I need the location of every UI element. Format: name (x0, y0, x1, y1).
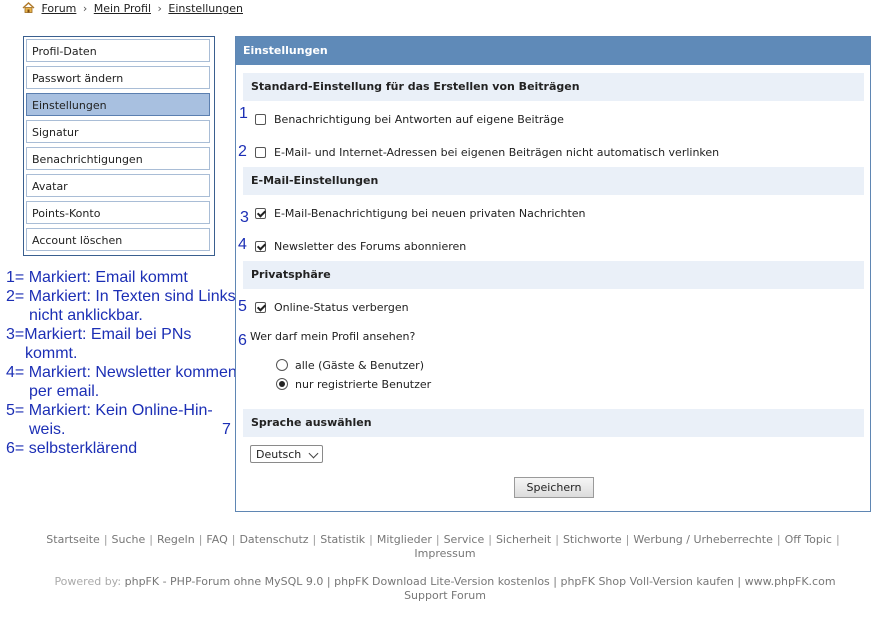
sidebar-item-signatur[interactable]: Signatur (26, 120, 210, 143)
annotation-number: 2 (238, 143, 247, 160)
radio-option-registered[interactable] (276, 378, 431, 392)
breadcrumb-einstellungen[interactable]: Einstellungen (168, 2, 243, 15)
footer-link-datenschutz[interactable]: Datenschutz (239, 533, 309, 546)
breadcrumb-forum[interactable]: Forum (41, 2, 77, 15)
option-label: Benachrichtigung bei Antworten auf eigene Beiträge (274, 113, 564, 126)
sidebar-item-benachrichtigungen[interactable]: Benachrichtigungen (26, 147, 210, 170)
profile-sidebar (23, 36, 215, 256)
checkbox-pm-notify[interactable] (255, 208, 266, 219)
option-label: E-Mail- und Internet-Adressen bei eigenen Beiträgen nicht automatisch verlinken (274, 146, 720, 159)
footer-link-mitglieder[interactable]: Mitglieder (376, 533, 432, 546)
footer-link-statistik[interactable]: Statistik (320, 533, 366, 546)
option-label: E-Mail-Benachrichtigung bei neuen privaten Nachrichten (274, 207, 586, 220)
annotation-note: kommt. (25, 345, 78, 362)
option-hide-online[interactable] (255, 301, 409, 315)
footer-link-faq[interactable]: FAQ (206, 533, 228, 546)
panel-title: Einstellungen (236, 37, 870, 65)
sidebar-item-passwort[interactable]: Passwort ändern (26, 66, 210, 89)
option-newsletter[interactable] (255, 240, 466, 254)
option-label: Online-Status verbergen (274, 301, 409, 314)
checkbox-newsletter[interactable] (255, 241, 266, 252)
footer-link-sicherheit[interactable]: Sicherheit (495, 533, 552, 546)
sidebar-item-points-konto[interactable]: Points-Konto (26, 201, 210, 224)
footer-link-stichworte[interactable]: Stichworte (562, 533, 622, 546)
footer-link-support-forum[interactable]: Support Forum (404, 589, 486, 602)
annotation-note: 2= Markiert: In Texten sind Links (6, 288, 236, 305)
powered-by-links[interactable]: phpFK - PHP-Forum ohne MySQL 9.0 | phpFK Download Lite-Version kostenlos | phpFK Shop Voll-Version kaufen | www.phpFK.com (124, 575, 836, 588)
annotation-note: 6= selbsterklärend (6, 440, 138, 457)
section-header-posts: Standard-Einstellung für das Erstellen von Beiträgen (243, 73, 864, 101)
powered-by-label: Powered by: (54, 575, 122, 588)
sidebar-item-account-loeschen[interactable]: Account löschen (26, 228, 210, 251)
annotation-note: 4= Markiert: Newsletter kommen (6, 364, 237, 381)
annotation-note: 1= Markiert: Email kommt (6, 269, 188, 286)
annotation-note: nicht anklickbar. (29, 307, 143, 324)
language-selected-value: Deutsch (256, 448, 302, 461)
save-button[interactable]: Speichern (514, 477, 594, 498)
footer-support (0, 589, 890, 603)
annotation-note: 3=Markiert: Email bei PNs (6, 326, 192, 343)
radio-label: alle (Gäste & Benutzer) (295, 359, 424, 372)
checkbox-reply-notify[interactable] (255, 114, 266, 125)
sidebar-item-profil-daten[interactable]: Profil-Daten (26, 39, 210, 62)
annotation-note: 5= Markiert: Kein Online-Hin- (6, 402, 213, 419)
footer-link-service[interactable]: Service (443, 533, 485, 546)
home-icon[interactable] (22, 2, 35, 13)
language-select[interactable] (250, 445, 323, 463)
annotation-number: 5 (238, 298, 247, 315)
annotation-number: 1 (239, 105, 248, 122)
radio-label: nur registrierte Benutzer (295, 378, 432, 391)
footer-link-regeln[interactable]: Regeln (157, 533, 195, 546)
breadcrumb-mein-profil[interactable]: Mein Profil (93, 2, 151, 15)
breadcrumb-separator: › (157, 2, 162, 15)
sidebar-item-avatar[interactable]: Avatar (26, 174, 210, 197)
option-pm-notify[interactable] (255, 207, 586, 221)
checkbox-hide-online[interactable] (255, 302, 266, 313)
annotation-number: 4 (238, 236, 247, 253)
chevron-down-icon (309, 449, 319, 459)
option-no-autolink[interactable] (255, 146, 719, 160)
radio-registered[interactable] (276, 378, 288, 390)
footer-powered (0, 575, 890, 589)
footer-link-impressum[interactable]: Impressum (414, 547, 476, 560)
breadcrumb (22, 2, 243, 15)
sidebar-item-einstellungen[interactable]: Einstellungen (26, 93, 210, 116)
checkbox-no-autolink[interactable] (255, 147, 266, 158)
annotation-note: per email. (29, 383, 100, 400)
annotation-number: 6 (238, 332, 247, 349)
section-header-email: E-Mail-Einstellungen (243, 167, 864, 195)
annotation-note: weis. (29, 421, 66, 438)
annotation-number: 3 (240, 209, 249, 226)
footer-link-suche[interactable]: Suche (111, 533, 146, 546)
breadcrumb-separator: › (82, 2, 88, 15)
profile-visibility-question: Wer darf mein Profil ansehen? (250, 330, 416, 343)
footer-link-startseite[interactable]: Startseite (46, 533, 100, 546)
section-header-privacy: Privatsphäre (243, 261, 864, 289)
section-header-language: Sprache auswählen (243, 409, 864, 437)
option-label: Newsletter des Forums abonnieren (274, 240, 467, 253)
footer-links-line2 (0, 547, 890, 561)
footer-links: Startseite | Suche | Regeln | FAQ | Datenschutz | Statistik | Mitglieder | Service | Sicherheit | Stichworte | Werbung / Urheberrechte | Off Topic | (46, 533, 840, 546)
option-reply-notify[interactable] (255, 113, 564, 127)
annotation-number: 7 (222, 421, 231, 438)
footer-link-werbung[interactable]: Werbung / Urheberrechte (633, 533, 773, 546)
footer-link-off-topic[interactable]: Off Topic (784, 533, 832, 546)
radio-option-everyone[interactable] (276, 359, 424, 373)
settings-panel (235, 36, 871, 512)
radio-everyone[interactable] (276, 359, 288, 371)
